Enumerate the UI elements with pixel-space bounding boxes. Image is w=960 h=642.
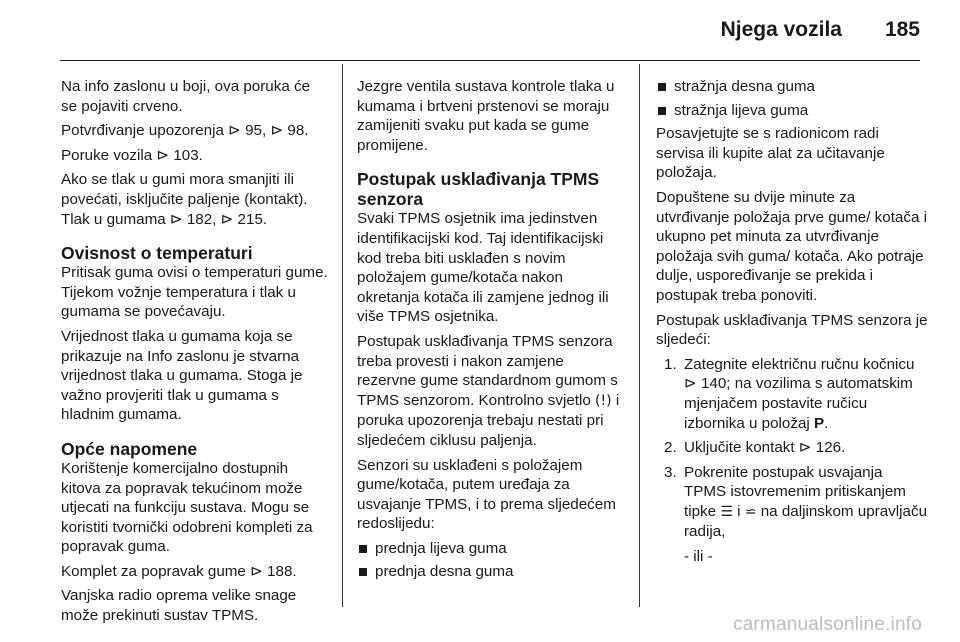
list-item: stražnja desna guma [656,77,928,97]
seek-button-icon: ⋍ [744,503,757,520]
paragraph: Vrijednost tlaka u gumama koja se prikazuje na Info zaslonu je stvarna vrijednost tlaka u gumama. Stoga je važno provjeriti tlak u gumama s hladnim gumama. [61,327,303,424]
paragraph: Korištenje komercijalno dostupnih kitova za popravak tekućinom može utjecati na funkciju sustava. Mogu se koristiti tvornički odobreni kompleti za popravak guma. [61,459,313,556]
step-3 [656,463,928,567]
section-heading: Postupak usklađivanja TPMS senzora [357,169,600,210]
paragraph: Ako se tlak u gumi mora smanjiti ili povećati, isključite paljenje (kontakt). Tlak u gumama ⊳ 182, ⊳ 215. [61,171,308,228]
paragraph: Postupak usklađivanja TPMS senzora je sljedeći: [656,311,928,349]
page-header [0,0,960,62]
list-item: prednja desna guma [357,562,627,582]
paragraph: Potvrđivanje upozorenja ⊳ 95, ⊳ 98. [61,122,309,140]
step-number: 1. [664,355,677,373]
paragraph: Jezgre ventila sustava kontrole tlaka u kumama i brtveni prstenovi se moraju zamijeniti svaku put kada se gume promijene. [357,78,615,154]
step-1 [656,355,928,433]
paragraph: Senzori su usklađeni s položajem gume/kotača, putem uređaja za usvajanje TPMS, i to prema sljedećem redoslijedu: [357,456,616,533]
text: Uključite kontakt ⊳ 126. [684,439,846,457]
section-heading: Opće napomene [61,438,198,459]
paragraph: Poruke vozila ⊳ 103. [61,146,203,164]
paragraph: Pritisak guma ovisi o temperaturi gume. Tijekom vožnje temperatura i tlak u gumama se povećavaju. [61,264,328,321]
text: na daljinskom upravljaču radija, [684,502,928,541]
paragraph: Posavjetujte se s radionicom radi servisa ili kupite alat za učitavanje položaja. [656,125,885,182]
paragraph: Dopuštene su dvije minute za utvrđivanje položaja prve gume/ kotača i ukupno pet minuta za utvrđivanje položaja svih guma/ kotača. Ako potraje dulje, uspoređivanje se prekida i postupak treba ponoviti. [656,188,927,304]
column-divider-2 [639,64,640,607]
paragraph: Vanjska radio oprema velike snage može prekinuti sustav TPMS. [61,587,297,625]
page-title: Njega vozila [720,18,842,41]
text: Postupak usklađivanja TPMS senzora treba provesti i nakon zamjene rezervne gume standardnom gumom s TPMS senzorom. Kontrolno svjetlo [357,332,618,409]
menu-button-icon: ☰ [720,503,733,520]
alternative-marker: - ili - [684,548,713,566]
text: . [824,414,829,432]
column-1 [61,77,329,631]
paragraph: Svaki TPMS osjetnik ima jedinstven identifikacijski kod. Taj identifikacijski kod treba biti usklađen s novim položajem gume/kotača nakon okretanja kotača ili zamjene jednog ili više TPMS osjetnika. [357,210,609,326]
column-3 [656,77,928,572]
column-divider-1 [342,64,343,607]
page-number: 185 [884,18,920,41]
text: i poruka upozorenja trebaju nestati pri sljedećem ciklusu paljenja. [357,391,620,449]
watermark: carmanualsonline.info [732,614,922,635]
paragraph: Komplet za popravak gume ⊳ 188. [61,562,297,580]
step-number: 2. [664,439,677,457]
step-2 [656,438,928,458]
section-heading: Ovisnost o temperaturi [61,243,253,264]
text: Zategnite električnu ručnu kočnicu ⊳ 140; na vozilima s automatskim mjenjačem postavite ručicu izbornika u položaj [684,355,915,432]
step-number: 3. [664,463,677,481]
gear-position: P [814,414,825,432]
list-item: stražnja lijeva guma [656,101,928,121]
list-item: prednja lijeva guma [357,539,627,559]
tpms-warning-icon: (!) [595,392,612,409]
header-rule [60,60,920,61]
paragraph: Na info zaslonu u boji, ova poruka će se pojaviti crveno. [61,78,311,115]
text: Pokrenite postupak usvajanja TPMS istovremenim pritiskanjem tipke [684,463,906,520]
paragraph [357,332,627,451]
text: i [737,502,741,520]
column-2 [357,77,627,586]
